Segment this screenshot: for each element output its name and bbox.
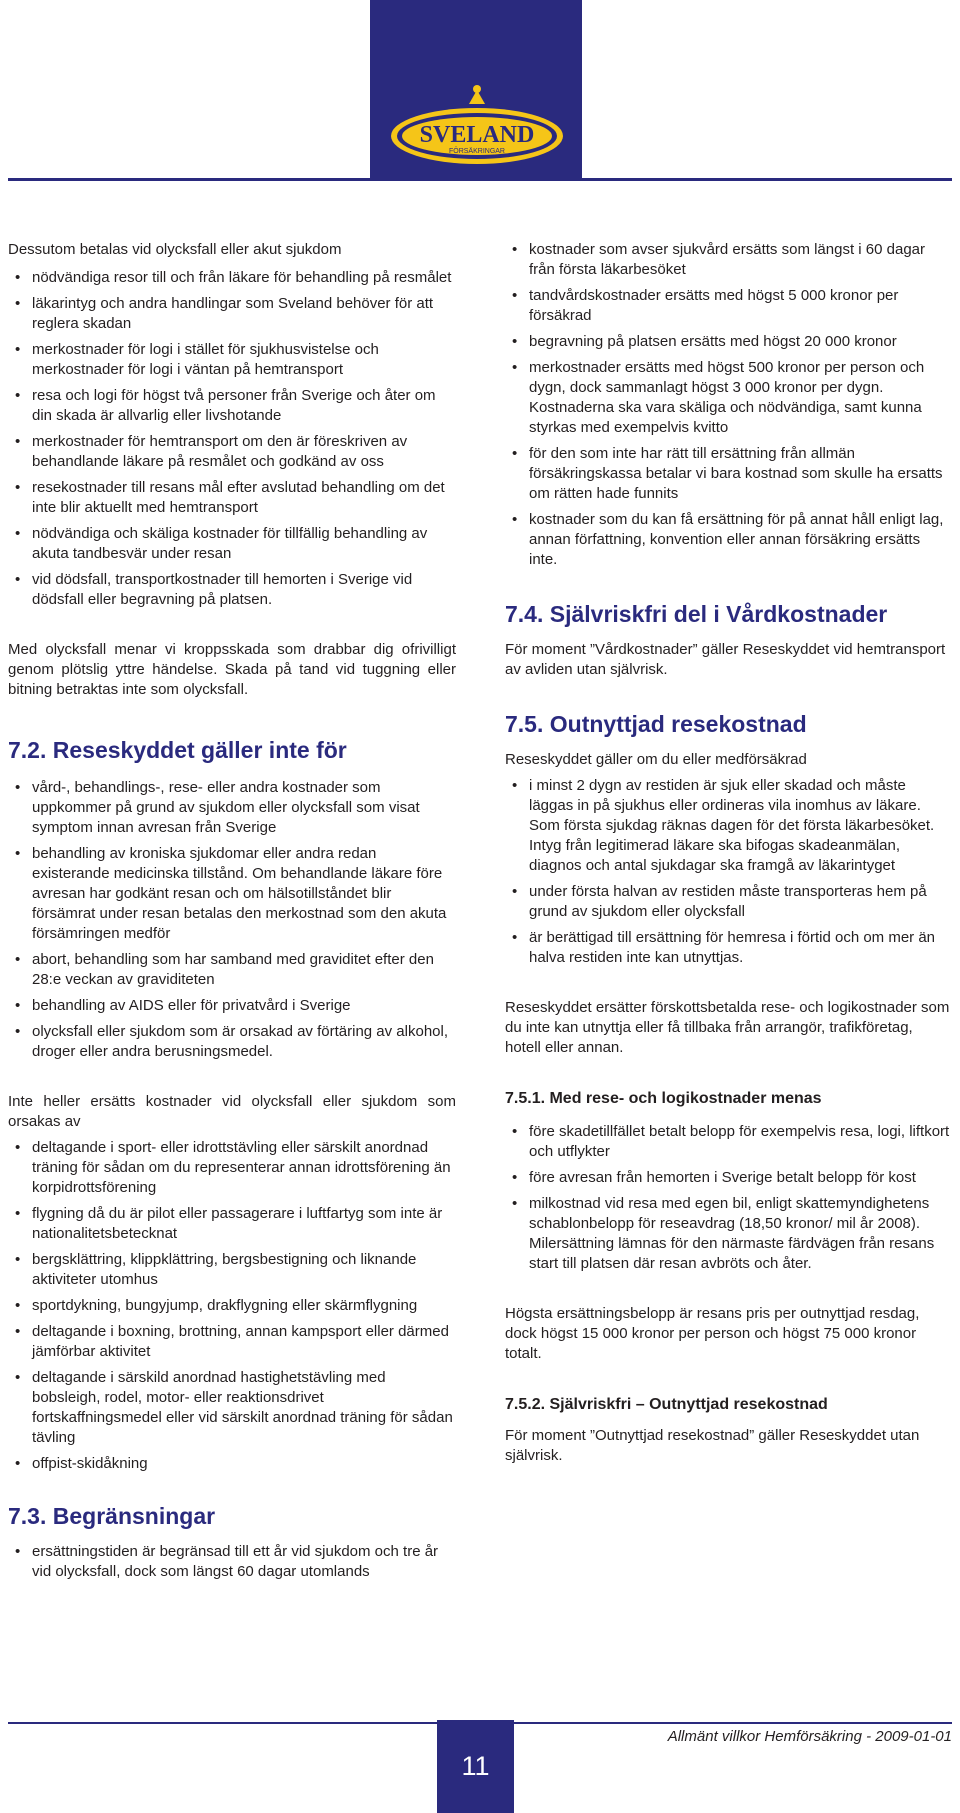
list-item: • sportdykning, bungyjump, drakflygning eller skärmflygning bbox=[8, 1296, 456, 1316]
list-item: • nödvändiga resor till och från läkare för behandling på resmålet bbox=[8, 268, 456, 288]
intro-list bbox=[8, 268, 456, 610]
section-7-5-2-paragraph: För moment ”Outnyttjad resekostnad” gäller Reseskyddet utan självrisk. bbox=[505, 1427, 920, 1464]
list-item: • resa och logi för högst två personer från Sverige och åter om din skada är allvarlig eller livshotande bbox=[8, 386, 456, 426]
header-rule bbox=[8, 178, 952, 181]
list-item: • för den som inte har rätt till ersättning från allmän försäkringskassa betalar vi bara kostnad som skulle ha ersatts om rätten hade funnits bbox=[505, 444, 952, 504]
list-item: • deltagande i särskild anordnad hastighetstävling med bobsleigh, rodel, motor- eller reaktionsdrivet fortskaffningsmedel eller vid särskilt anordnad träning för sådan tävling bbox=[8, 1368, 456, 1448]
section-7-5-1-paragraph: Högsta ersättningsbelopp är resans pris per outnyttjad resdag, dock högst 15 000 kronor per person och högst 75 000 kronor totalt. bbox=[505, 1305, 920, 1362]
list-item: • vård-, behandlings-, rese- eller andra kostnader som uppkommer på grund av sjukdom eller olycksfall som visat symptom innan avresan från Sverige bbox=[8, 778, 456, 838]
right-column bbox=[505, 240, 952, 1466]
right-top-list bbox=[505, 240, 952, 570]
list-item: • offpist-skidåkning bbox=[8, 1454, 456, 1474]
list-item: • tandvårdskostnader ersätts med högst 5 000 kronor per försäkrad bbox=[505, 286, 952, 326]
intro-text: Dessutom betalas vid olycksfall eller akut sjukdom bbox=[8, 241, 342, 258]
list-item: • merkostnader ersätts med högst 500 kronor per person och dygn, dock sammanlagt högst 3 000 kronor per dygn. Kostnaderna ska vara skäliga och nödvändiga, samt kunna styrkas med exempelvis kvitto bbox=[505, 358, 952, 438]
logo-text: SVELAND bbox=[419, 122, 535, 148]
list-item: • kostnader som avser sjukvård ersätts som längst i 60 dagar från första läkarbesöket bbox=[505, 240, 952, 280]
olycksfall-paragraph: Med olycksfall menar vi kroppsskada som drabbar dig ofrivilligt genom plötslig yttre händelse. Skada på tand vid tuggning eller bitning betraktas inte som olycksfall. bbox=[8, 641, 456, 698]
section-7-5-paragraph: Reseskyddet ersätter förskottsbetalda rese- och logikostnader som du inte kan utnyttja eller få tillbaka från arrangör, trafikföretag, hotell eller annan. bbox=[505, 999, 950, 1056]
inte-heller-paragraph: Inte heller ersätts kostnader vid olycksfall eller sjukdom som orsakas av bbox=[8, 1093, 456, 1130]
list-item: • vid dödsfall, transportkostnader till hemorten i Sverige vid dödsfall eller begravning på platsen. bbox=[8, 570, 456, 610]
list-item: • merkostnader för hemtransport om den är föreskriven av behandlande läkare på resmålet och godkänd av oss bbox=[8, 432, 456, 472]
page-number: 11 bbox=[437, 1720, 514, 1813]
list-item: • merkostnader för logi i stället för sjukhusvistelse och merkostnader för logi i väntan på hemtransport bbox=[8, 340, 456, 380]
inte-heller-list bbox=[8, 1138, 456, 1474]
list-item: • resekostnader till resans mål efter avslutad behandling om det inte blir aktuellt med hemtransport bbox=[8, 478, 456, 518]
list-item: • abort, behandling som har samband med graviditet efter den 28:e veckan av graviditeten bbox=[8, 950, 456, 990]
list-item: • ersättningstiden är begränsad till ett år vid sjukdom och tre år vid olycksfall, dock som längst 60 dagar utomlands bbox=[8, 1542, 456, 1582]
list-item: • deltagande i sport- eller idrottstävling eller särskilt anordnad träning för sådan om du representerar annan idrottsförening än korpidrottsförening bbox=[8, 1138, 456, 1198]
list-item: • behandling av kroniska sjukdomar eller andra redan existerande medicinska tillstånd. Om behandlande läkare före avresan har godkänt resan och om hälsotillståndet blir försämrat under resan betalas den merkostnad som den akuta försämringen medför bbox=[8, 844, 456, 944]
section-7-5-list bbox=[505, 776, 952, 968]
list-item: • kostnader som du kan få ersättning för på annat håll enligt lag, annan författning, konvention eller annan försäkring ersätts inte. bbox=[505, 510, 952, 570]
section-7-2-list bbox=[8, 778, 456, 1062]
list-item: • är berättigad till ersättning för hemresa i förtid och om mer än halva restiden inte kan utnyttjas. bbox=[505, 928, 952, 968]
left-column bbox=[8, 240, 456, 1588]
list-item: • nödvändiga och skäliga kostnader för tillfällig behandling av akuta tandbesvär under resan bbox=[8, 524, 456, 564]
section-heading-7-5: 7.5. Outnyttjad resekostnad bbox=[505, 711, 807, 737]
document-title: Allmänt villkor Hemförsäkring - 2009-01-01 bbox=[667, 1728, 952, 1745]
section-heading-7-5-2: 7.5.2. Självriskfri – Outnyttjad resekostnad bbox=[505, 1396, 828, 1413]
list-item: • under första halvan av restiden måste transporteras hem på grund av sjukdom eller olycksfall bbox=[505, 882, 952, 922]
list-item: • flygning då du är pilot eller passagerare i luftfartyg som inte är nationalitetsbetecknat bbox=[8, 1204, 456, 1244]
section-7-3-list bbox=[8, 1542, 456, 1582]
section-heading-7-4: 7.4. Självriskfri del i Vårdkostnader bbox=[505, 601, 888, 627]
section-heading-7-2: 7.2. Reseskyddet gäller inte för bbox=[8, 737, 347, 763]
list-item: • deltagande i boxning, brottning, annan kampsport eller därmed jämförbar aktivitet bbox=[8, 1322, 456, 1362]
list-item: • begravning på platsen ersätts med högst 20 000 kronor bbox=[505, 332, 952, 352]
logo-subtext: FÖRSÄKRINGAR bbox=[448, 148, 506, 155]
section-7-4-paragraph: För moment ”Vårdkostnader” gäller Reseskyddet vid hemtransport av avliden utan självrisk. bbox=[505, 641, 946, 678]
list-item: • före skadetillfället betalt belopp för exempelvis resa, logi, liftkort och utflykter bbox=[505, 1122, 952, 1162]
list-item: • behandling av AIDS eller för privatvård i Sverige bbox=[8, 996, 456, 1016]
list-item: • milkostnad vid resa med egen bil, enligt skattemyndighetens schablonbelopp för reseavdrag (18,50 kronor/ mil år 2008). Milersättning lämnas för den närmaste färdvägen från resans start till platsen där resan avbröts och åter. bbox=[505, 1194, 952, 1274]
list-item: • bergsklättring, klippklättring, bergsbestigning och liknande aktiviteter utomhus bbox=[8, 1250, 456, 1290]
section-7-5-1-list bbox=[505, 1122, 952, 1274]
list-item: • i minst 2 dygn av restiden är sjuk eller skadad och måste läggas in på sjukhus eller ordineras vila inomhus av läkare. Som första sjukdag räknas dagen för det första läkarbesöket. Intyg från legitimerad läkare ska bifogas skadeanmälan, diagnos och antal sjukdagar ska framgå av läkarintyget bbox=[505, 776, 952, 876]
section-heading-7-3: 7.3. Begränsningar bbox=[8, 1503, 216, 1529]
section-heading-7-5-1: 7.5.1. Med rese- och logikostnader menas bbox=[505, 1090, 822, 1107]
section-7-5-intro: Reseskyddet gäller om du eller medförsäkrad bbox=[505, 751, 807, 768]
list-item: • före avresan från hemorten i Sverige betalt belopp för kost bbox=[505, 1168, 952, 1188]
list-item: • olycksfall eller sjukdom som är orsakad av förtäring av alkohol, droger eller andra berusningsmedel. bbox=[8, 1022, 456, 1062]
list-item: • läkarintyg och andra handlingar som Sveland behöver för att reglera skadan bbox=[8, 294, 456, 334]
sveland-logo bbox=[386, 82, 568, 168]
